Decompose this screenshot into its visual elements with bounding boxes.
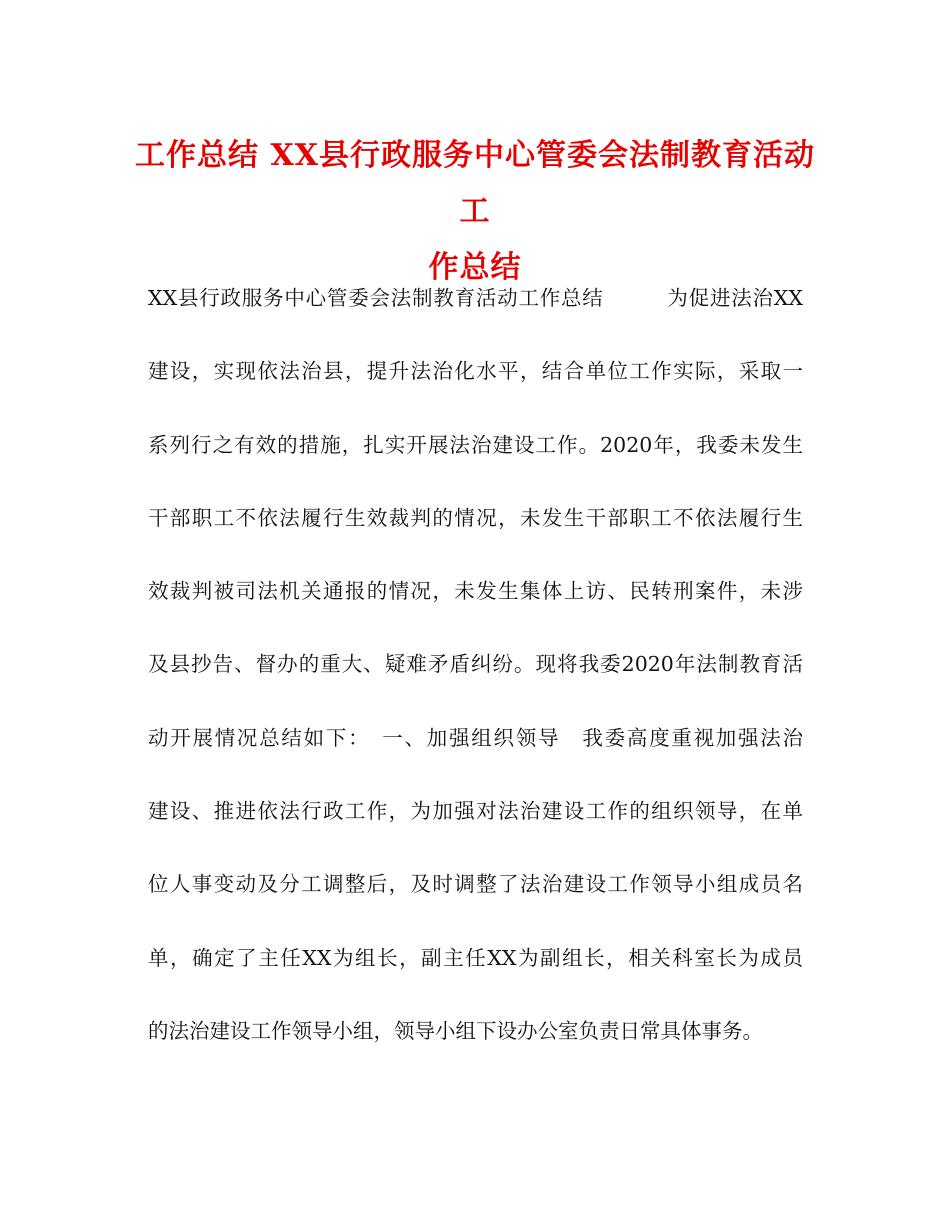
title-line: 作总结 xyxy=(428,250,522,285)
body-line: 位人事变动及分工调整后，及时调整了法治建设工作领导小组成员名 xyxy=(148,872,803,897)
title-line: 工作总结 XX县行政服务中心管委会法制教育活动工 xyxy=(135,138,815,229)
body-line: 动开展情况总结如下： 一、加强组织领导 我委高度重视加强法治 xyxy=(148,725,803,750)
body-line: 建设、推进依法行政工作，为加强对法治建设工作的组织领导，在单 xyxy=(148,799,803,824)
body-line: 效裁判被司法机关通报的情况，未发生集体上访、民转刑案件，未涉 xyxy=(148,579,803,604)
document-body xyxy=(148,262,803,1068)
body-line: 干部职工不依法履行生效裁判的情况，未发生干部职工不依法履行生 xyxy=(148,505,803,530)
body-line: 的法治建设工作领导小组，领导小组下设办公室负责日常具体事务。 xyxy=(148,1018,763,1043)
body-line: 建设，实现依法治县，提升法治化水平，结合单位工作实际，采取一 xyxy=(148,359,803,384)
body-line: XX县行政服务中心管委会法制教育活动工作总结 为促进法治XX xyxy=(148,286,803,310)
body-line: 及县抄告、督办的重大、疑难矛盾纠纷。现将我委2020年法制教育活 xyxy=(148,652,803,677)
body-line: 系列行之有效的措施，扎实开展法治建设工作。2020年，我委未发生 xyxy=(148,432,803,457)
body-line: 单，确定了主任XX为组长，副主任XX为副组长，相关科室长为成员 xyxy=(148,945,803,970)
